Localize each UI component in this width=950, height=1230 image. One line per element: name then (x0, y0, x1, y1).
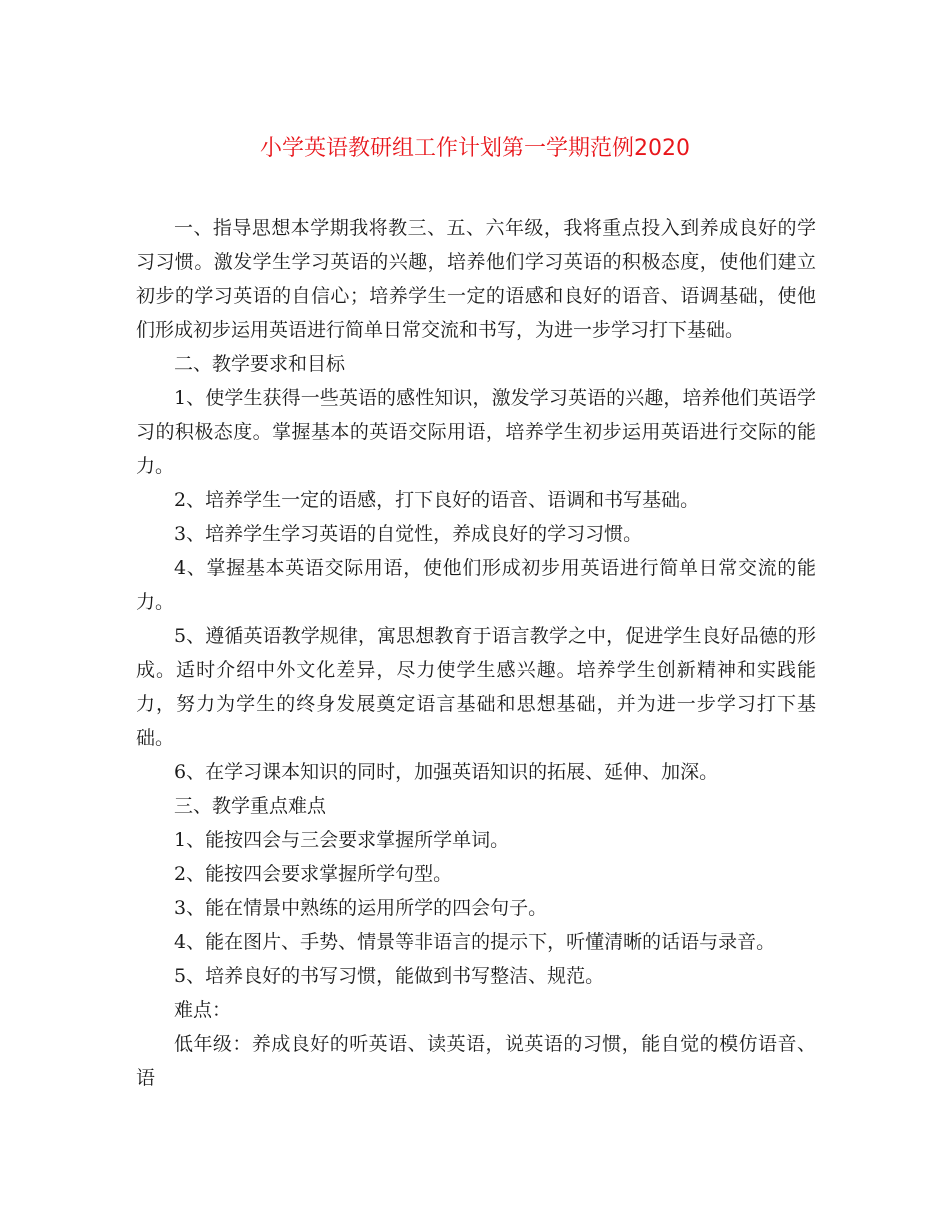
paragraph-guiding-ideology: 一、指导思想本学期我将教三、五、六年级，我将重点投入到养成良好的学习习惯。激发学生学习英语的兴趣，培养他们学习英语的积极态度，使他们建立初步的学习英语的自信心；培养学生一定的语感和良好的语音、语调基础，使他们形成初步运用英语进行简单日常交流和书写，为进一步学习打下基础。 (136, 217, 816, 341)
paragraph-item: 3、培养学生学习英语的自觉性，养成良好的学习习惯。 (174, 523, 643, 545)
paragraph-item: 1、能按四会与三会要求掌握所学单词。 (174, 829, 510, 851)
paragraph-lower-grade: 低年级：养成良好的听英语、读英语，说英语的习惯，能自觉的模仿语音、语 (136, 1033, 816, 1089)
paragraph-item: 5、培养良好的书写习惯，能做到书写整洁、规范。 (174, 965, 605, 987)
document-body (136, 211, 816, 1095)
paragraph-difficulties-label: 难点： (174, 999, 232, 1021)
paragraph-item: 2、培养学生一定的语感，打下良好的语音、语调和书写基础。 (174, 489, 700, 511)
paragraph-item: 2、能按四会要求掌握所学句型。 (174, 863, 453, 885)
section-heading-requirements: 二、教学要求和目标 (174, 353, 346, 375)
document-title: 小学英语教研组工作计划第一学期范例2020 (260, 136, 690, 161)
paragraph-item: 4、掌握基本英语交际用语，使他们形成初步用英语进行简单日常交流的能力。 (136, 557, 816, 613)
paragraph-item: 1、使学生获得一些英语的感性知识，激发学习英语的兴趣，培养他们英语学习的积极态度。掌握基本的英语交际用语，培养学生初步运用英语进行交际的能力。 (136, 387, 816, 477)
paragraph-item: 4、能在图片、手势、情景等非语言的提示下，听懂清晰的话语与录音。 (174, 931, 776, 953)
paragraph-item: 5、遵循英语教学规律，寓思想教育于语言教学之中，促进学生良好品德的形成。适时介绍中外文化差异，尽力使学生感兴趣。培养学生创新精神和实践能力，努力为学生的终身发展奠定语言基础和思想基础，并为进一步学习打下基础。 (136, 625, 816, 749)
paragraph-item: 3、能在情景中熟练的运用所学的四会句子。 (174, 897, 548, 919)
paragraph-item: 6、在学习课本知识的同时，加强英语知识的拓展、延伸、加深。 (174, 761, 719, 783)
section-heading-key-points: 三、教学重点难点 (174, 795, 327, 817)
